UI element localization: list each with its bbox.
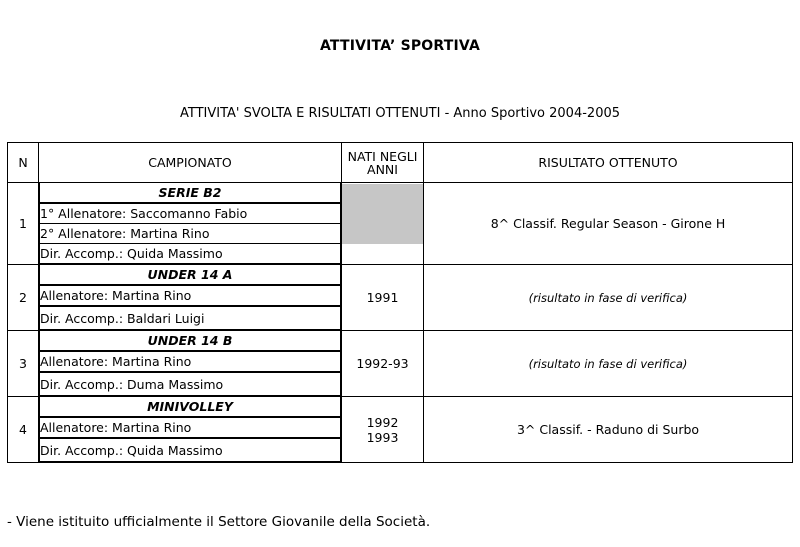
staff-line: Allenatore: Martina Rino [40,285,341,306]
nati-year: 1992 [366,414,399,430]
header-campionato: CAMPIONATO [39,143,342,183]
category-label: UNDER 14 B [40,331,341,351]
risultato-cell: 3^ Classif. - Raduno di Surbo [424,397,793,463]
activity-table [7,142,793,463]
campionato-cell [39,183,342,265]
nati-cell [342,397,424,463]
staff-line: 2° Allenatore: Martina Rino [40,224,341,244]
category-label: MINIVOLLEY [40,397,341,417]
category-label: UNDER 14 A [40,265,341,285]
row-number: 3 [8,331,39,397]
staff-line: Dir. Accomp.: Baldari Luigi [40,306,341,330]
gray-placeholder [342,184,423,244]
risultato-cell: (risultato in fase di verifica) [424,265,793,331]
page-title: ATTIVITA’ SPORTIVA [319,38,481,54]
table-row [8,331,793,397]
header-n: N [8,143,39,183]
row-number: 4 [8,397,39,463]
staff-line: Allenatore: Martina Rino [40,417,341,438]
campionato-cell [39,397,342,463]
header-risultato: RISULTATO OTTENUTO [424,143,793,183]
table-row [8,397,793,463]
nati-year: 1993 [366,429,399,445]
header-nati [342,143,424,183]
nati-cell: 1992-93 [342,331,424,397]
nati-cell [342,183,424,265]
row-number: 2 [8,265,39,331]
staff-line: Dir. Accomp.: Quida Massimo [40,244,341,264]
table-header-row [8,143,793,183]
nati-empty [342,244,423,263]
staff-line: 1° Allenatore: Saccomanno Fabio [40,203,341,224]
category-label: SERIE B2 [40,183,341,203]
page-subtitle: ATTIVITA' SVOLTA E RISULTATI OTTENUTI - Anno Sportivo 2004-2005 [179,106,621,121]
campionato-cell [39,265,342,331]
header-nati-line2: ANNI [367,161,398,177]
table-row [8,265,793,331]
risultato-cell: (risultato in fase di verifica) [424,331,793,397]
header-nati-line1: NATI NEGLI [347,148,418,164]
staff-line: Dir. Accomp.: Quida Massimo [40,438,341,462]
footer-note: - Viene istituito ufficialmente il Settore Giovanile della Società. [7,514,431,530]
campionato-cell [39,331,342,397]
staff-line: Allenatore: Martina Rino [40,351,341,372]
nati-cell: 1991 [342,265,424,331]
row-number: 1 [8,183,39,265]
staff-line: Dir. Accomp.: Duma Massimo [40,372,341,396]
table-row [8,183,793,265]
risultato-cell: 8^ Classif. Regular Season - Girone H [424,183,793,265]
